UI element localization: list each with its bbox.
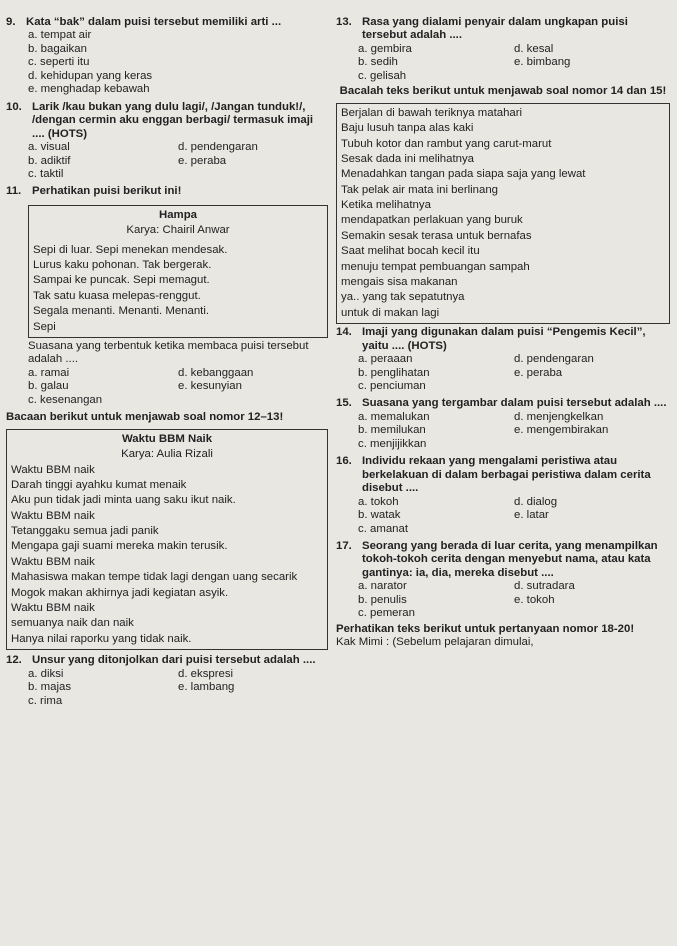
option-a[interactable]: a. peraaan [358, 353, 413, 366]
option-e[interactable]: e. peraba [514, 366, 563, 379]
question-prompt: Suasana yang terbentuk ketika membaca puisi tersebut adalah .... [28, 340, 309, 366]
options [336, 496, 670, 536]
right-column [336, 16, 670, 650]
option-d[interactable]: d. menjengkelkan [514, 410, 604, 423]
poem-line: Segala menanti. Menanti. Menanti. [33, 305, 210, 318]
question-15 [336, 397, 670, 451]
options [336, 580, 670, 620]
poem-line: Hanya nilai raporku yang tidak naik. [11, 632, 192, 645]
option-a[interactable]: a. ramai [28, 366, 70, 379]
option-a[interactable]: a. tokoh [358, 495, 399, 508]
poem-line: Sepi di luar. Sepi menekan mendesak. [33, 243, 228, 256]
question-14 [336, 326, 670, 393]
question-text: Kata “bak” dalam puisi tersebut memiliki arti ... [26, 16, 282, 28]
option-d[interactable]: d. kesal [514, 42, 554, 55]
question-number: 13. [336, 16, 352, 28]
poem-line: Sepi [33, 320, 56, 333]
text-line: Ketika melihatnya [341, 199, 431, 212]
poem-author: Karya: Chairil Anwar [126, 224, 230, 237]
option-e[interactable]: e. mengembirakan [514, 424, 609, 437]
option-c[interactable]: c. kesenangan [28, 393, 103, 406]
text-line: Tak pelak air mata ini berlinang [341, 183, 499, 196]
option-b[interactable]: b. bagaikan [28, 42, 87, 55]
question-text: Seorang yang berada di luar cerita, yang menampilkan tokoh-tokoh cerita dengan menyebut nama, atau kata gantinya: ia, dia, mereka disebut .... [362, 539, 658, 579]
option-b[interactable]: b. sedih [358, 56, 398, 69]
option-c[interactable]: c. taktil [28, 167, 64, 180]
option-e[interactable]: e. kesunyian [178, 380, 242, 393]
poem-line: Darah tinggi ayahku kumat menaik [11, 478, 187, 491]
dialogue-line: Kak Mimi : (Sebelum pelajaran dimulai, [336, 636, 534, 649]
text-line: mendapatkan perlakuan yang buruk [341, 214, 523, 227]
options [6, 668, 328, 708]
question-number: 10. [6, 100, 22, 113]
question-13 [336, 16, 670, 83]
option-b[interactable]: b. majas [28, 681, 72, 694]
text-line: Sesak dada ini melihatnya [341, 152, 474, 165]
option-c[interactable]: c. gelisah [358, 69, 407, 82]
poem-box-hampa [28, 205, 328, 338]
question-text: Perhatikan puisi berikut ini! [32, 185, 182, 198]
question-number: 12. [6, 654, 22, 667]
option-e[interactable]: e. latar [514, 509, 549, 522]
option-e[interactable]: e. menghadap kebawah [28, 83, 150, 96]
question-16 [336, 455, 670, 536]
question-text: Unsur yang ditonjolkan dari puisi tersebut adalah .... [32, 654, 316, 667]
option-d[interactable]: d. pendengaran [514, 353, 594, 366]
question-number: 16. [336, 455, 352, 468]
option-c[interactable]: c. penciuman [358, 380, 426, 392]
instruction-18-20: Perhatikan teks berikut untuk pertanyaan nomor 18-20! [336, 622, 635, 635]
option-a[interactable]: a. memalukan [358, 410, 430, 423]
question-12 [6, 654, 328, 708]
options [6, 141, 328, 181]
options [336, 411, 670, 451]
option-c[interactable]: c. amanat [358, 522, 409, 535]
poem-line: Tetanggaku semua jadi panik [11, 525, 159, 538]
question-17 [336, 540, 670, 621]
option-b[interactable]: b. memilukan [358, 424, 426, 437]
question-text: Rasa yang dialami penyair dalam ungkapan puisi tersebut adalah .... [362, 16, 628, 42]
question-10 [6, 101, 328, 182]
poem-line: Mengapa gaji suami mereka makin terusik. [11, 540, 228, 553]
question-text: Larik /kau bukan yang dulu lagi/, /Jangan tunduk!/, /dengan cermin aku enggan berbagi/ termasuk imaji .... (HOTS) [32, 100, 314, 140]
question-number: 9. [6, 16, 16, 28]
options [6, 367, 328, 407]
option-e[interactable]: e. tokoh [514, 593, 555, 606]
poem-title: Waktu BBM Naik [121, 432, 213, 445]
option-d[interactable]: d. pendengaran [178, 141, 258, 154]
option-b[interactable]: b. penulis [358, 593, 407, 606]
text-box-pengemis [336, 103, 670, 324]
option-d[interactable]: d. kebanggaan [178, 366, 254, 379]
option-b[interactable]: b. penglihatan [358, 366, 430, 379]
question-number: 14. [336, 326, 352, 339]
options [336, 43, 670, 83]
poem-line: Aku pun tidak jadi minta uang saku ikut naik. [11, 494, 236, 507]
text-line: mengais sisa makanan [341, 276, 458, 289]
poem-author: Karya: Aulia Rizali [121, 448, 213, 461]
poem-line: Tak satu kuasa melepas-renggut. [33, 289, 201, 302]
option-e[interactable]: e. bimbang [514, 56, 571, 69]
option-d[interactable]: d. ekspresi [178, 667, 234, 680]
option-d[interactable]: d. dialog [514, 495, 558, 508]
poem-box-bbm [6, 429, 328, 650]
poem-line: Waktu BBM naik [11, 509, 95, 522]
option-c[interactable]: c. seperti itu [28, 56, 90, 69]
poem-line: semuanya naik dan naik [11, 617, 134, 630]
question-11 [6, 185, 328, 407]
poem-line: Lurus kaku pohonan. Tak bergerak. [33, 259, 212, 272]
left-column [6, 16, 328, 708]
text-line: menuju tempat pembuangan sampah [341, 260, 530, 273]
text-line: Semakin sesak terasa untuk bernafas [341, 229, 532, 242]
option-b[interactable]: b. watak [358, 509, 401, 522]
text-line: Tubuh kotor dan rambut yang carut-marut [341, 137, 552, 150]
poem-line: Mahasiswa makan tempe tidak lagi dengan uang secarik [11, 571, 298, 584]
poem-line: Waktu BBM naik [11, 463, 95, 476]
option-b[interactable]: b. galau [28, 380, 69, 393]
question-text: Suasana yang tergambar dalam puisi tersebut adalah .... [362, 397, 667, 410]
question-text: Individu rekaan yang mengalami peristiwa atau berkelakuan di dalam berbagai peristiwa dalam cerita disebut .... [362, 455, 651, 495]
option-c[interactable]: c. rima [28, 694, 63, 707]
options [336, 353, 670, 393]
poem-line: Mogok makan akhirnya jadi kegiatan asyik. [11, 586, 229, 599]
question-number: 11. [6, 185, 22, 198]
options [6, 29, 328, 96]
instruction-12-13: Bacaan berikut untuk menjawab soal nomor 12–13! [6, 411, 284, 424]
option-a[interactable]: a. tempat air [28, 29, 92, 42]
option-c[interactable]: c. pemeran [358, 607, 415, 620]
option-e[interactable]: e. peraba [178, 154, 227, 167]
poem-title: Hampa [159, 208, 197, 221]
text-line: Menadahkan tangan pada siapa saja yang lewat [341, 168, 586, 181]
option-a[interactable]: a. gembira [358, 42, 412, 55]
poem-line: Sampai ke puncak. Sepi memagut. [33, 274, 210, 287]
option-a[interactable]: a. diksi [28, 667, 64, 680]
option-a[interactable]: a. narator [358, 580, 407, 593]
question-number: 15. [336, 397, 352, 410]
option-d[interactable]: d. kehidupan yang keras [28, 69, 153, 82]
option-b[interactable]: b. adiktif [28, 154, 71, 167]
text-line: Berjalan di bawah teriknya matahari [341, 106, 523, 119]
option-d[interactable]: d. sutradara [514, 580, 575, 593]
text-line: Baju lusuh tanpa alas kaki [341, 122, 474, 135]
question-9 [6, 16, 328, 97]
text-line: untuk di makan lagi [341, 306, 440, 319]
text-line: Saat melihat bocah kecil itu [341, 245, 480, 258]
option-e[interactable]: e. lambang [178, 681, 235, 694]
text-line: ya.. yang tak sepatutnya [341, 291, 465, 304]
question-number: 17. [336, 539, 352, 552]
option-c[interactable]: c. menjijikkan [358, 437, 427, 450]
poem-line: Waktu BBM naik [11, 602, 95, 615]
instruction-14-15: Bacalah teks berikut untuk menjawab soal nomor 14 dan 15! [339, 85, 667, 98]
poem-line: Waktu BBM naik [11, 555, 95, 568]
option-a[interactable]: a. visual [28, 141, 70, 154]
question-text: Imaji yang digunakan dalam puisi “Pengemis Kecil”, yaitu .... (HOTS) [362, 326, 646, 352]
